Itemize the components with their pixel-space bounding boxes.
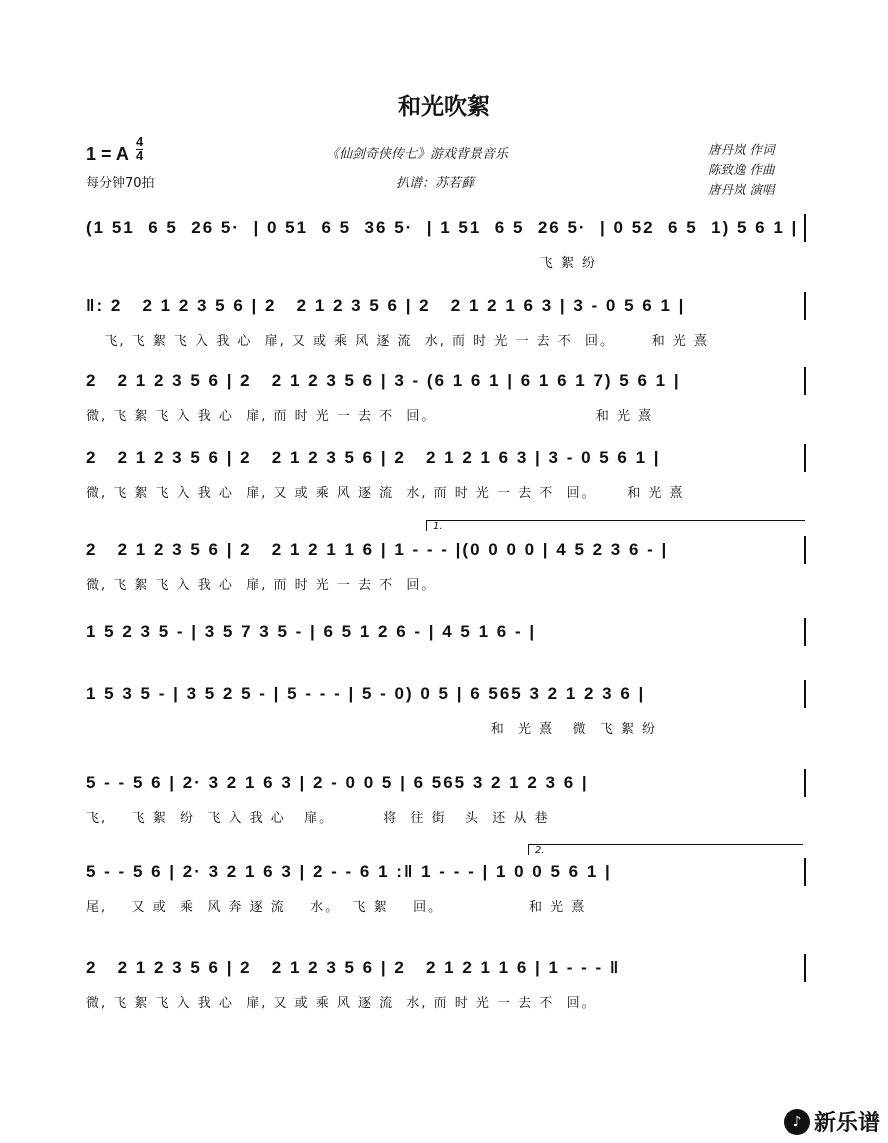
time-signature-bottom: 4 xyxy=(136,148,144,163)
barline xyxy=(804,954,806,982)
notation-row: 2 2 1 2 3 5 6 | 2 2 1 2 3 5 6 | 3 - (6 1 6 1 | 6 1 6 1 7) 5 6 1 | xyxy=(86,371,681,390)
tempo: 每分钟70拍 xyxy=(86,176,155,191)
volta-label: 2. xyxy=(535,845,545,856)
lyric-row: 微, 飞 絮 飞 入 我 心 扉, 又 或 乘 风 逐 流 水, 而 时 光 一 去 不 回。 和 光 熹 xyxy=(86,486,685,501)
barline xyxy=(804,858,806,886)
page-title: 和光吹絮 xyxy=(398,94,490,120)
notation-row: 5 - - 5 6 | 2· 3 2 1 6 3 | 2 - 0 0 5 | 6 565 3 2 1 2 3 6 | xyxy=(86,773,589,792)
volta-label: 1. xyxy=(433,521,443,532)
lyric-row: 飞 絮 纷 xyxy=(86,256,598,271)
lyric-row: 飞, 飞 絮 飞 入 我 心 扉, 又 或 乘 风 逐 流 水, 而 时 光 一 去 不 回。 和 光 熹 xyxy=(86,334,710,349)
barline xyxy=(804,214,806,242)
notation-row: 1 5 3 5 - | 3 5 2 5 - | 5 - - - | 5 - 0) 0 5 | 6 565 3 2 1 2 3 6 | xyxy=(86,684,646,703)
notation-row: (1 51 6 5 26 5· | 0 51 6 5 36 5· | 1 51 6 5 26 5· | 0 52 6 5 1) 5 6 1 | xyxy=(86,218,799,237)
lyricist-credit: 唐丹岚 作词 xyxy=(708,142,775,157)
volta-first-ending xyxy=(426,520,805,531)
site-logo xyxy=(784,1106,880,1137)
notation-row: 2 2 1 2 3 5 6 | 2 2 1 2 3 5 6 | 2 2 1 2 1 1 6 | 1 - - - ‖ xyxy=(86,958,621,977)
subtitle: 《仙剑奇侠传七》游戏背景音乐 xyxy=(326,147,509,162)
barline xyxy=(804,769,806,797)
time-signature xyxy=(136,136,143,162)
composer-credit: 陈致逸 作曲 xyxy=(708,162,775,177)
notation-row: 2 2 1 2 3 5 6 | 2 2 1 2 1 1 6 | 1 - - - |(0 0 0 0 | 4 5 2 3 6 - | xyxy=(86,540,669,559)
lyric-row: 微, 飞 絮 飞 入 我 心 扉, 而 时 光 一 去 不 回。 和 光 熹 xyxy=(86,409,654,424)
barline xyxy=(804,536,806,564)
barline xyxy=(804,618,806,646)
barline xyxy=(804,444,806,472)
lyric-row: 尾, 又 或 乘 风 奔 逐 流 水。 飞 絮 回。 和 光 熹 xyxy=(86,900,587,915)
lyric-row: 和 光 熹 微 飞 絮 纷 xyxy=(86,722,658,737)
barline xyxy=(804,292,806,320)
notation-row: 5 - - 5 6 | 2· 3 2 1 6 3 | 2 - - 6 1 :‖ 1 - - - | 1 0 0 5 6 1 | xyxy=(86,862,612,881)
lyric-row: 微, 飞 絮 飞 入 我 心 扉, 而 时 光 一 去 不 回。 xyxy=(86,578,437,593)
logo-text: 新乐谱 xyxy=(813,1111,880,1136)
lyric-row: 微, 飞 絮 飞 入 我 心 扉, 又 或 乘 风 逐 流 水, 而 时 光 一 去 不 回。 xyxy=(86,996,597,1011)
key-signature: 1 = A xyxy=(86,144,129,164)
notation-row: ‖: 2 2 1 2 3 5 6 | 2 2 1 2 3 5 6 | 2 2 1 2 1 6 3 | 3 - 0 5 6 1 | xyxy=(86,296,686,315)
notation-row: 2 2 1 2 3 5 6 | 2 2 1 2 3 5 6 | 2 2 1 2 1 6 3 | 3 - 0 5 6 1 | xyxy=(86,448,661,467)
volta-second-ending xyxy=(528,844,803,855)
transcriber: 扒谱：苏若藓 xyxy=(396,176,475,191)
record-icon: ♪ xyxy=(784,1109,810,1135)
barline xyxy=(804,367,806,395)
time-signature-top: 4 xyxy=(136,134,144,149)
barline xyxy=(804,680,806,708)
lyric-row: 飞, 飞 絮 纷 飞 入 我 心 扉。 将 往 街 头 还 从 巷 xyxy=(86,811,550,826)
singer-credit: 唐丹岚 演唱 xyxy=(708,182,775,197)
notation-row: 1 5 2 3 5 - | 3 5 7 3 5 - | 6 5 1 2 6 - | 4 5 1 6 - | xyxy=(86,622,537,641)
